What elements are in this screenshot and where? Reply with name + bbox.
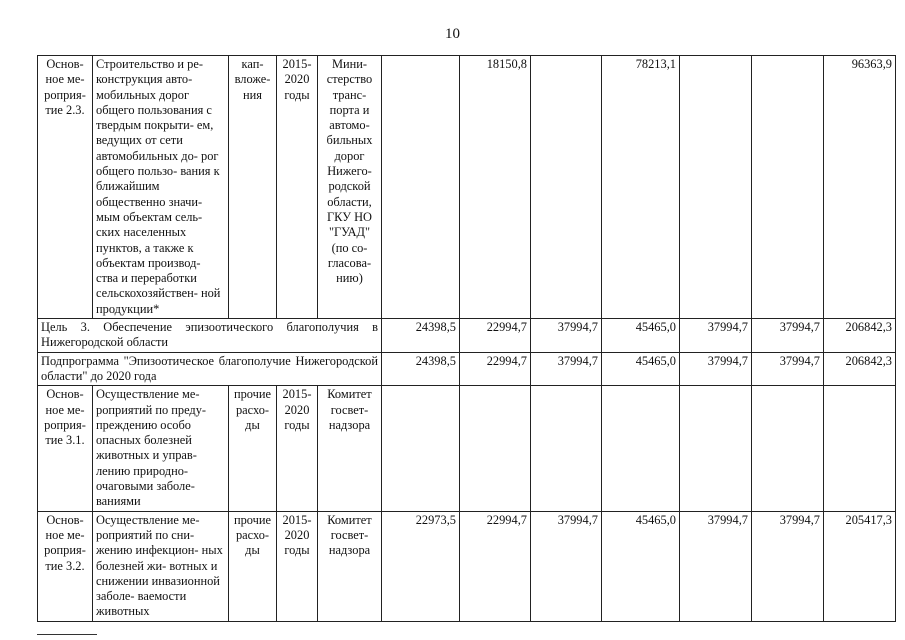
expense-type: прочие расхо- ды	[229, 386, 277, 511]
value-cell: 37994,7	[752, 352, 824, 386]
value-cell	[531, 386, 602, 511]
value-cell-total: 206842,3	[824, 352, 896, 386]
value-cell: 24398,5	[382, 319, 460, 353]
event-years: 2015- 2020 годы	[277, 386, 318, 511]
value-cell-total: 205417,3	[824, 511, 896, 621]
footnote-divider	[37, 634, 97, 635]
value-cell: 37994,7	[752, 319, 824, 353]
value-cell: 78213,1	[602, 56, 680, 319]
value-cell: 37994,7	[531, 352, 602, 386]
value-cell	[531, 56, 602, 319]
value-cell	[382, 386, 460, 511]
value-cell	[382, 56, 460, 319]
table-row-event-2-3	[38, 56, 896, 319]
event-code: Основ- ное ме- роприя- тие 3.2.	[38, 511, 93, 621]
value-cell: 18150,8	[460, 56, 531, 319]
event-code: Основ- ное ме- роприя- тие 2.3.	[38, 56, 93, 319]
value-cell: 45465,0	[602, 352, 680, 386]
budget-table	[37, 55, 896, 622]
value-cell: 45465,0	[602, 319, 680, 353]
event-years: 2015- 2020 годы	[277, 511, 318, 621]
page-number: 10	[445, 26, 460, 42]
value-cell	[460, 386, 531, 511]
value-cell-total	[824, 386, 896, 511]
value-cell	[752, 56, 824, 319]
value-cell: 45465,0	[602, 511, 680, 621]
value-cell: 22973,5	[382, 511, 460, 621]
value-cell: 22994,7	[460, 511, 531, 621]
value-cell: 22994,7	[460, 352, 531, 386]
event-name: Осуществление ме- роприятий по сни- жению инфекцион- ных болезней жи- вотных и снижении инвазионной заболе- ваемости животных	[93, 511, 229, 621]
value-cell: 24398,5	[382, 352, 460, 386]
table-row-subprogram	[38, 352, 896, 386]
value-cell-total: 96363,9	[824, 56, 896, 319]
expense-type: прочие расхо- ды	[229, 511, 277, 621]
value-cell: 22994,7	[460, 319, 531, 353]
value-cell-total: 206842,3	[824, 319, 896, 353]
event-years: 2015- 2020 годы	[277, 56, 318, 319]
table-row-event-3-2	[38, 511, 896, 621]
value-cell: 37994,7	[680, 319, 752, 353]
subprogram-title: Подпрограмма "Эпизоотическое благополучие Нижегородской области" до 2020 года	[38, 352, 382, 386]
value-cell: 37994,7	[531, 319, 602, 353]
event-executor: Комитет госвет- надзора	[318, 386, 382, 511]
table-row-event-3-1	[38, 386, 896, 511]
table-row-goal-3	[38, 319, 896, 353]
event-name: Осуществление ме- роприятий по преду- преждению особо опасных болезней животных и управ- лению природно- очаговыми заболе- ваниями	[93, 386, 229, 511]
value-cell	[680, 56, 752, 319]
event-code: Основ- ное ме- роприя- тие 3.1.	[38, 386, 93, 511]
event-executor: Мини- стерство транс- порта и автомо- бильных дорог Нижего- родской области, ГКУ НО "ГУАД" (по со- гласова- нию)	[318, 56, 382, 319]
event-executor: Комитет госвет- надзора	[318, 511, 382, 621]
event-name: Строительство и ре- конструкция авто- мобильных дорог общего пользования с твердым покрыти- ем, ведущих от сети автомобильных до- рог общего пользо- вания к ближайшим общественно значи- мым объектам сель- ских населенных пунктов, а также к объектам производ- ства и переработки сельскохозяйствен- ной продукции*	[93, 56, 229, 319]
value-cell: 37994,7	[531, 511, 602, 621]
expense-type: кап- вложе- ния	[229, 56, 277, 319]
value-cell	[602, 386, 680, 511]
value-cell: 37994,7	[680, 352, 752, 386]
value-cell	[680, 386, 752, 511]
value-cell: 37994,7	[752, 511, 824, 621]
value-cell: 37994,7	[680, 511, 752, 621]
value-cell	[752, 386, 824, 511]
goal-title: Цель 3. Обеспечение эпизоотического благополучия в Нижегородской области	[38, 319, 382, 353]
